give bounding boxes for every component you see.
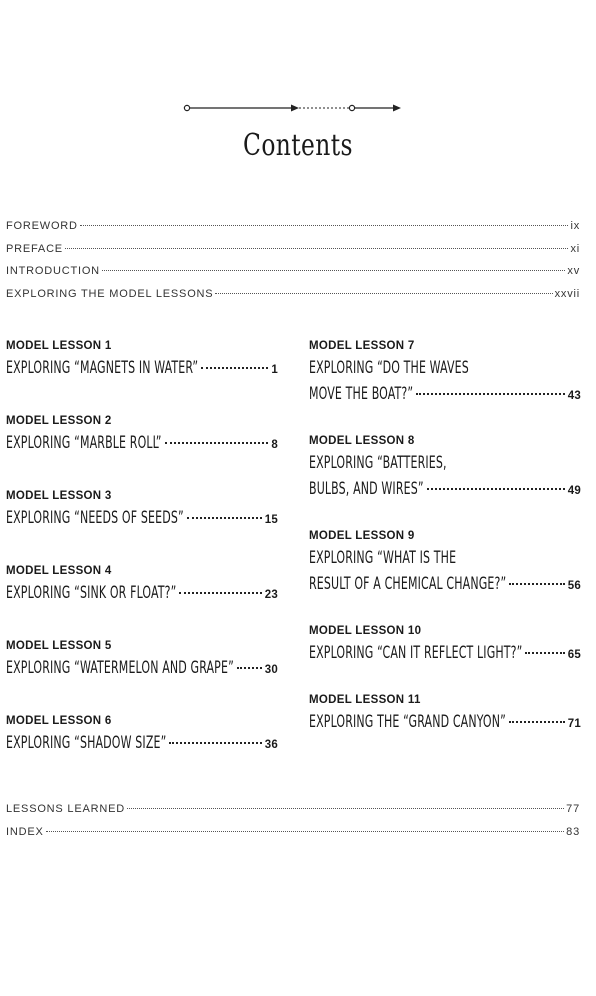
lesson-title: EXPLORING “WHAT IS THE <box>309 548 457 568</box>
lessons-left-column <box>6 340 278 790</box>
dot-leader <box>80 225 569 226</box>
lesson-page: 49 <box>567 485 581 497</box>
dot-leader <box>509 721 565 723</box>
page-title: Contents <box>243 128 353 163</box>
lesson-title: EXPLORING “BATTERIES, <box>309 453 447 473</box>
lesson-title: RESULT OF A CHEMICAL CHANGE?” <box>309 574 507 594</box>
front-matter-page: xxvii <box>554 287 580 300</box>
lesson-title-line <box>309 571 581 599</box>
lesson-title-line <box>309 640 581 668</box>
lesson-entry[interactable] <box>6 715 278 758</box>
front-matter-entry[interactable] <box>6 265 580 288</box>
front-matter-label: EXPLORING THE MODEL LESSONS <box>6 287 214 300</box>
lesson-title-line <box>309 545 581 571</box>
front-matter-entry[interactable] <box>6 220 580 243</box>
lesson-title-line <box>6 355 278 383</box>
lesson-title-line <box>309 450 581 476</box>
front-matter-label: INTRODUCTION <box>6 265 100 277</box>
dot-leader <box>65 248 569 249</box>
back-matter-entry[interactable] <box>6 803 580 826</box>
dot-leader <box>201 367 268 369</box>
front-matter-list <box>6 220 580 310</box>
lesson-entry[interactable] <box>309 625 581 668</box>
lesson-title-line <box>309 476 581 504</box>
lesson-entry[interactable] <box>309 530 581 599</box>
lesson-page: 36 <box>264 739 278 751</box>
lessons-right-column <box>309 340 581 763</box>
lesson-title: EXPLORING “WATERMELON AND GRAPE” <box>6 658 234 678</box>
lesson-heading: MODEL LESSON 11 <box>309 694 421 706</box>
lesson-title: EXPLORING “NEEDS OF SEEDS” <box>6 508 184 528</box>
lesson-title: EXPLORING “DO THE WAVES <box>309 358 469 378</box>
lesson-title: EXPLORING “MARBLE ROLL” <box>6 433 162 453</box>
dot-leader <box>187 517 262 519</box>
lesson-page: 15 <box>264 514 278 526</box>
front-matter-page: xv <box>567 265 580 277</box>
back-matter-list <box>6 803 580 848</box>
lesson-title-line <box>309 709 581 737</box>
dot-leader <box>525 652 565 654</box>
lesson-title-line <box>6 505 278 533</box>
dot-leader <box>427 488 565 490</box>
back-matter-label: LESSONS LEARNED <box>6 803 125 815</box>
dot-leader <box>127 808 564 809</box>
lesson-entry[interactable] <box>6 565 278 608</box>
back-matter-page: 83 <box>566 825 580 838</box>
front-matter-label: PREFACE <box>6 242 63 255</box>
lesson-title-line <box>6 430 278 458</box>
lesson-page: 8 <box>271 439 278 451</box>
front-matter-label: FOREWORD <box>6 220 78 232</box>
lesson-title-line <box>309 355 581 381</box>
lesson-heading: MODEL LESSON 7 <box>309 340 415 352</box>
front-matter-page: xi <box>570 242 580 255</box>
ornament-circle-right <box>349 105 354 110</box>
lesson-heading: MODEL LESSON 6 <box>6 715 112 727</box>
lesson-title-line <box>309 381 581 409</box>
lesson-entry[interactable] <box>6 490 278 533</box>
lesson-page: 30 <box>264 664 278 676</box>
lesson-entry[interactable] <box>309 435 581 504</box>
front-matter-page: ix <box>570 220 580 232</box>
dot-leader <box>165 442 269 444</box>
front-matter-entry[interactable] <box>6 243 580 266</box>
lesson-entry[interactable] <box>6 640 278 683</box>
dot-leader <box>169 742 261 744</box>
lesson-heading: MODEL LESSON 8 <box>309 435 415 447</box>
lesson-title-line <box>6 730 278 758</box>
ornament-arrow-right <box>393 105 401 112</box>
dot-leader <box>237 667 262 669</box>
lesson-title: EXPLORING “SINK OR FLOAT?” <box>6 583 177 603</box>
lesson-page: 71 <box>567 718 581 730</box>
dot-leader <box>416 393 565 395</box>
lesson-heading: MODEL LESSON 1 <box>6 340 112 352</box>
lesson-title: BULBS, AND WIRES” <box>309 479 424 499</box>
lesson-page: 65 <box>567 649 581 661</box>
lesson-entry[interactable] <box>6 340 278 383</box>
lesson-entry[interactable] <box>309 694 581 737</box>
lesson-entry[interactable] <box>309 340 581 409</box>
lesson-heading: MODEL LESSON 4 <box>6 565 112 577</box>
lesson-title: MOVE THE BOAT?” <box>309 384 414 404</box>
dot-leader <box>46 831 565 832</box>
lesson-title-line <box>6 655 278 683</box>
front-matter-entry[interactable] <box>6 288 580 311</box>
lesson-title: EXPLORING “CAN IT REFLECT LIGHT?” <box>309 643 523 663</box>
lesson-entry[interactable] <box>6 415 278 458</box>
dot-leader <box>179 592 262 594</box>
lesson-heading: MODEL LESSON 9 <box>309 530 415 542</box>
lesson-page: 56 <box>567 580 581 592</box>
lesson-heading: MODEL LESSON 3 <box>6 490 112 502</box>
back-matter-page: 77 <box>566 803 580 815</box>
lesson-page: 43 <box>567 390 581 402</box>
lesson-page: 23 <box>264 589 278 601</box>
dot-leader <box>509 583 564 585</box>
lesson-title: EXPLORING “SHADOW SIZE” <box>6 733 167 753</box>
dot-leader <box>102 270 565 271</box>
lesson-heading: MODEL LESSON 10 <box>309 625 422 637</box>
lesson-title: EXPLORING THE “GRAND CANYON” <box>309 712 506 732</box>
ornament-circle-left <box>184 105 189 110</box>
lesson-page: 1 <box>271 364 278 376</box>
dot-leader <box>215 293 552 294</box>
lesson-title: EXPLORING “MAGNETS IN WATER” <box>6 358 199 378</box>
lesson-heading: MODEL LESSON 5 <box>6 640 112 652</box>
back-matter-label: INDEX <box>6 825 44 838</box>
ornament-arrow-left <box>291 105 299 112</box>
lesson-title-line <box>6 580 278 608</box>
back-matter-entry[interactable] <box>6 826 580 849</box>
lesson-heading: MODEL LESSON 2 <box>6 415 112 427</box>
ornament-divider <box>183 100 403 116</box>
